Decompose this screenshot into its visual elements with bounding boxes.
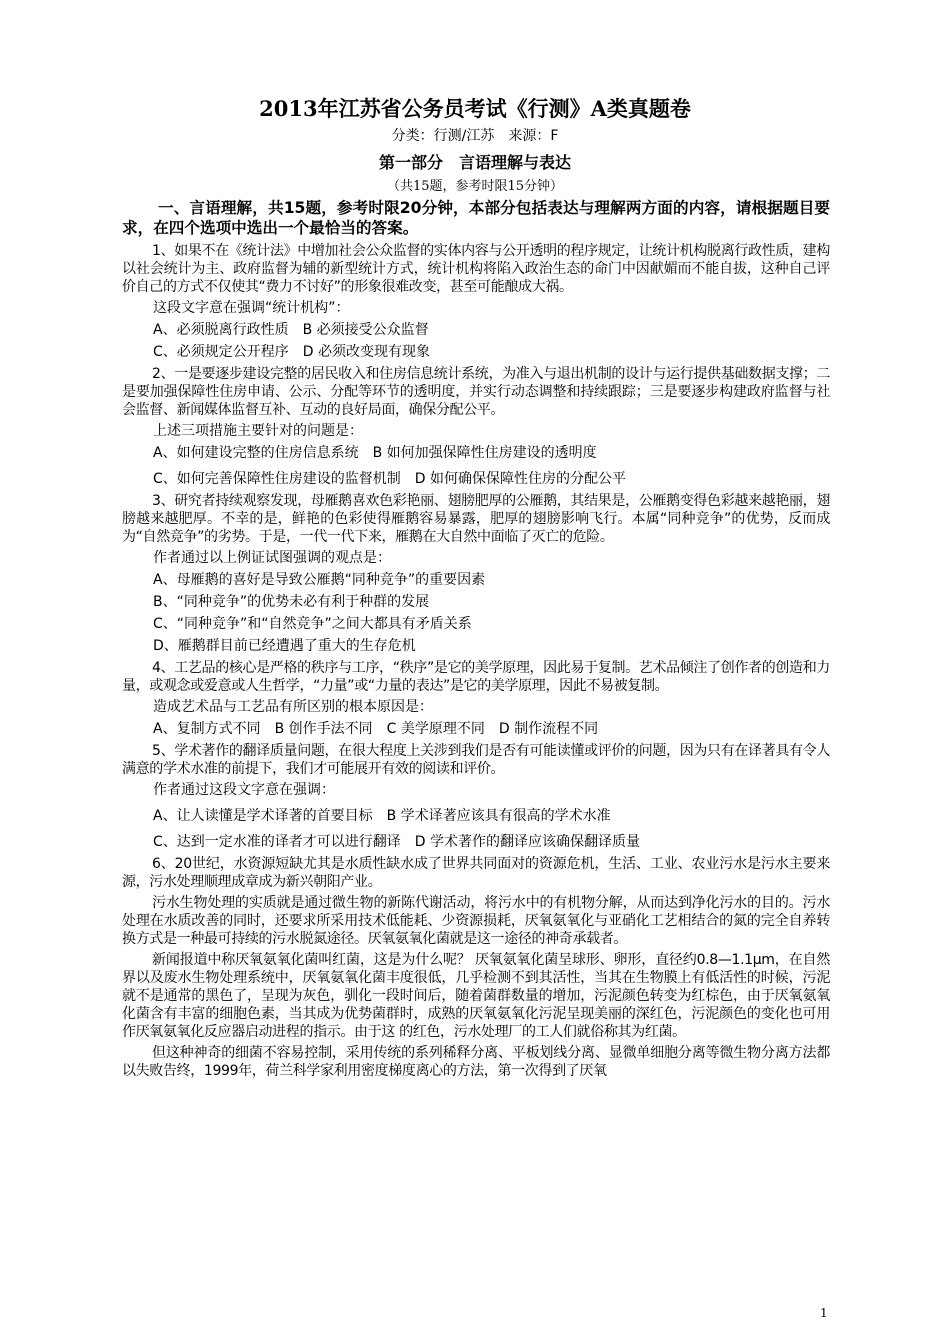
question-3-options: D、雁鹅群目前已经遭遇了重大的生存危机 [153,638,416,654]
question-3-options: B、“同种竞争”的优势未必有利于种群的发展 [153,594,430,610]
document-title: 2013年江苏省公务员考试《行测》A类真题卷 [259,96,691,121]
document-meta: 分类：行测/江苏 来源：F [391,128,559,144]
question-6-paragraph: 新闻报道中称厌氧氨氧化菌叫红菌，这是为什么呢？ 厌氧氨氧化菌呈球形、卵形，直径约0.8—1.1μm，在自然界以及废水生物处理系统中，厌氧氨氧化菌丰度很低，几乎检测不到其活性，当其在生物膜上有低活性的时候，污泥就不是通常的黑色了，呈现为灰色，驯化一段时间后，随着菌群数量的增加，污泥颜色转变为红棕色，由于厌氧氨氧化菌含有丰富的细胞色素，当其成为优势菌群时，成熟的厌氧氨氧化污泥呈现美丽的深红色，污泥颜色的变化也可用作厌氧氨氧化反应器启动进程的指示。由于这 的红色，污水处理厂的工人们就俗称其为红菌。 [122,952,830,1040]
question-5-prompt: 作者通过这段文字意在强调： [153,782,335,798]
question-2-text: 2、一是要逐步建设完整的居民收入和住房信息统计系统，为准入与退出机制的设计与运行提供基础数据支撑；二是要加强保障性住房申请、公示、分配等环节的透明度，并实行动态调整和持续跟踪；三是要逐步构建政府监督与社会监督、新闻媒体监督互补、互动的良好局面，确保分配公平。 [122,366,830,418]
question-1-options: C、必须规定公开程序 D 必须改变现有现象 [153,344,431,360]
question-3-text: 3、研究者持续观察发现，母雁鹅喜欢色彩艳丽、翅膀肥厚的公雁鹅，其结果是，公雁鹅变得色彩越来越艳丽，翅膀越来越肥厚。不幸的是，鲜艳的色彩使得雁鹅容易暴露，肥厚的翅膀影响飞行。本属“同种竞争”的优势，反而成为“自然竞争”的劣势。于是，一代一代下来，雁鹅在大自然中面临了灭亡的危险。 [122,493,830,545]
question-1-options: A、必须脱离行政性质 B 必须接受公众监督 [153,322,429,338]
question-4-prompt: 造成艺术品与工艺品有所区别的根本原因是： [153,699,433,715]
question-3-options: C、“同种竞争”和“自然竞争”之间大都具有矛盾关系 [153,616,472,632]
question-1-text: 1、如果不在《统计法》中增加社会公众监督的实体内容与公开透明的程序规定，让统计机构脱离行政性质，建构以社会统计为主、政府监督为辅的新型统计方式，统计机构将陷入政治生态的命门中因献媚而不能自拔，这种自己评价自己的方式不仅使其“费力不讨好”的形象很难改变，甚至可能酿成大祸。 [122,243,830,295]
question-5-text: 5、学术著作的翻译质量问题，在很大程度上关涉到我们是否有可能读懂或评价的问题，因为只有在译著具有令人满意的学术水准的前提下，我们才可能展开有效的阅读和评价。 [122,743,830,777]
question-6-paragraph: 但这种神奇的细菌不容易控制，采用传统的系列稀释分离、平板划线分离、显微单细胞分离等微生物分离方法都以失败告终，1999年，荷兰科学家利用密度梯度离心的方法，第一次得到了厌氧 [122,1045,830,1079]
page-number: 1 [820,1306,828,1320]
question-4-options: A、复制方式不同 B 创作手法不同 C 美学原理不同 D 制作流程不同 [153,721,599,737]
question-5-options: C、达到一定水准的译者才可以进行翻译 D 学术著作的翻译应该确保翻译质量 [153,834,641,850]
question-2-options: A、如何建设完整的住房信息系统 B 如何加强保障性住房建设的透明度 [153,445,597,461]
question-2-prompt: 上述三项措施主要针对的问题是： [153,423,363,439]
question-6-paragraph: 6、20世纪，水资源短缺尤其是水质性缺水成了世界共同面对的资源危机，生活、工业、农业污水是污水主要来源，污水处理顺理成章成为新兴朝阳产业。 [122,856,830,890]
document-body [122,198,830,1083]
question-2-options: C、如何完善保障性住房建设的监督机制 D 如何确保保障性住房的分配公平 [153,471,627,487]
question-5-options: A、让人读懂是学术译著的首要目标 B 学术译著应该具有很高的学术水准 [153,808,611,824]
question-3-options: A、母雁鹅的喜好是导致公雁鹅“同种竞争”的重要因素 [153,572,486,588]
time-limit: （共15题，参考时限15分钟） [386,179,564,194]
question-3-prompt: 作者通过以上例证试图强调的观点是： [153,550,391,566]
question-1-prompt: 这段文字意在强调“统计机构”： [153,300,350,316]
question-6-paragraph: 污水生物处理的实质就是通过微生物的新陈代谢活动，将污水中的有机物分解，从而达到净化污水的目的。污水处理在水质改善的同时，还要求所采用技术低能耗、少资源损耗，厌氧氨氧化与亚硝化工艺相结合的氮的完全自养转换方式是一种最可持续的污水脱氮途径。厌氧氨氧化菌就是这一途径的神奇承载者。 [122,895,830,947]
section-header: 一、言语理解，共15题，参考时限20分钟，本部分包括表达与理解两方面的内容，请根据题目要求，在四个选项中选出一个最恰当的答案。 [122,199,830,237]
question-4-text: 4、工艺品的核心是严格的秩序与工序，“秩序”是它的美学原理，因此易于复制。艺术品倾注了创作者的创造和力量，或观念或爱意或人生哲学，“力量”或“力量的表达”是它的美学原理，因此不易被复制。 [122,660,830,694]
part-title: 第一部分 言语理解与表达 [378,153,571,172]
